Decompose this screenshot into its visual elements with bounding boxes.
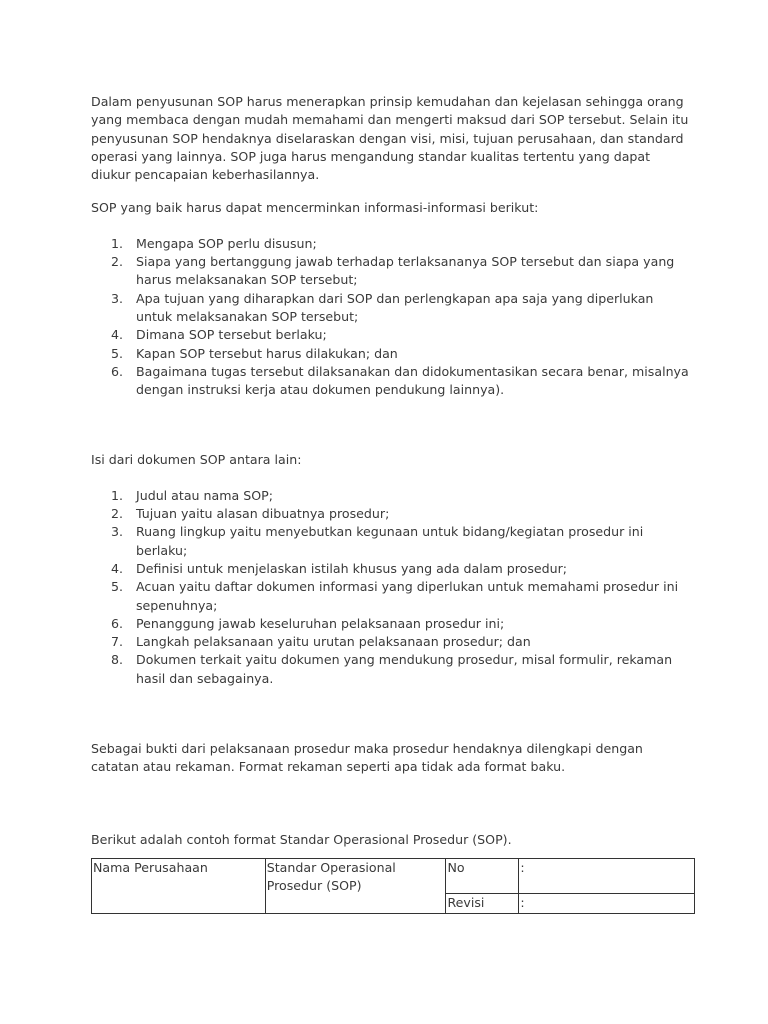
sop-title-cell: Standar Operasional Prosedur (SOP)	[265, 858, 446, 913]
sop-header-table	[91, 858, 695, 914]
list-item: 2. Tujuan yaitu alasan dibuatnya prosedur;	[110, 506, 390, 522]
list-item: 8. Dokumen terkait yaitu dokumen yang mendukung prosedur, misal formulir, rekaman hasil dan sebagainya.	[110, 652, 673, 686]
revisi-value-cell: :	[519, 893, 695, 913]
no-label-cell: No	[446, 858, 519, 893]
list-item: 2. Siapa yang bertanggung jawab terhadap terlaksananya SOP tersebut dan siapa yang harus melaksanakan SOP tersebut;	[110, 254, 675, 288]
contents-intro: Isi dari dokumen SOP antara lain:	[91, 452, 302, 468]
list-item: 7. Langkah pelaksanaan yaitu urutan pelaksanaan prosedur; dan	[110, 634, 531, 650]
no-value-cell: :	[519, 858, 695, 893]
list-item: 4. Dimana SOP tersebut berlaku;	[110, 327, 327, 343]
list-item: 5. Acuan yaitu daftar dokumen informasi yang diperlukan untuk memahami prosedur ini sepenuhnya;	[110, 579, 679, 613]
company-name-cell: Nama Perusahaan	[92, 858, 266, 913]
list-item: 4. Definisi untuk menjelaskan istilah khusus yang ada dalam prosedur;	[110, 560, 568, 576]
list-item: 1. Judul atau nama SOP;	[110, 487, 273, 503]
document-page	[91, 93, 691, 914]
list-item: 3. Ruang lingkup yaitu menyebutkan kegunaan untuk bidang/kegiatan prosedur ini berlaku;	[110, 524, 644, 558]
criteria-list	[91, 235, 691, 400]
criteria-intro: SOP yang baik harus dapat mencerminkan informasi-informasi berikut:	[91, 200, 539, 216]
list-item: 6. Penanggung jawab keseluruhan pelaksanaan prosedur ini;	[110, 615, 505, 631]
list-item: 5. Kapan SOP tersebut harus dilakukan; dan	[110, 345, 398, 361]
intro-paragraph: Dalam penyusunan SOP harus menerapkan prinsip kemudahan dan kejelasan sehingga orang yang membaca dengan mudah memahami dan mengerti maksud dari SOP tersebut. Selain itu penyusunan SOP hendaknya diselaraskan dengan visi, misi, tujuan perusahaan, dan standard operasi yang lainnya. SOP juga harus mengandung standar kualitas tertentu yang dapat diukur pencapaian keberhasilannya.	[91, 94, 689, 183]
list-item: 6. Bagaimana tugas tersebut dilaksanakan dan didokumentasikan secara benar, misalnya dengan instruksi kerja atau dokumen pendukung lainnya).	[110, 363, 689, 398]
list-item: 1. Mengapa SOP perlu disusun;	[110, 235, 317, 251]
example-intro: Berikut adalah contoh format Standar Operasional Prosedur (SOP).	[91, 831, 512, 847]
revisi-label-cell: Revisi	[446, 893, 519, 913]
list-item: 3. Apa tujuan yang diharapkan dari SOP dan perlengkapan apa saja yang diperlukan untuk melaksanakan SOP tersebut;	[110, 290, 654, 324]
contents-list	[91, 487, 691, 688]
records-paragraph: Sebagai bukti dari pelaksanaan prosedur maka prosedur hendaknya dilengkapi dengan catatan atau rekaman. Format rekaman seperti apa tidak ada format baku.	[91, 741, 643, 775]
